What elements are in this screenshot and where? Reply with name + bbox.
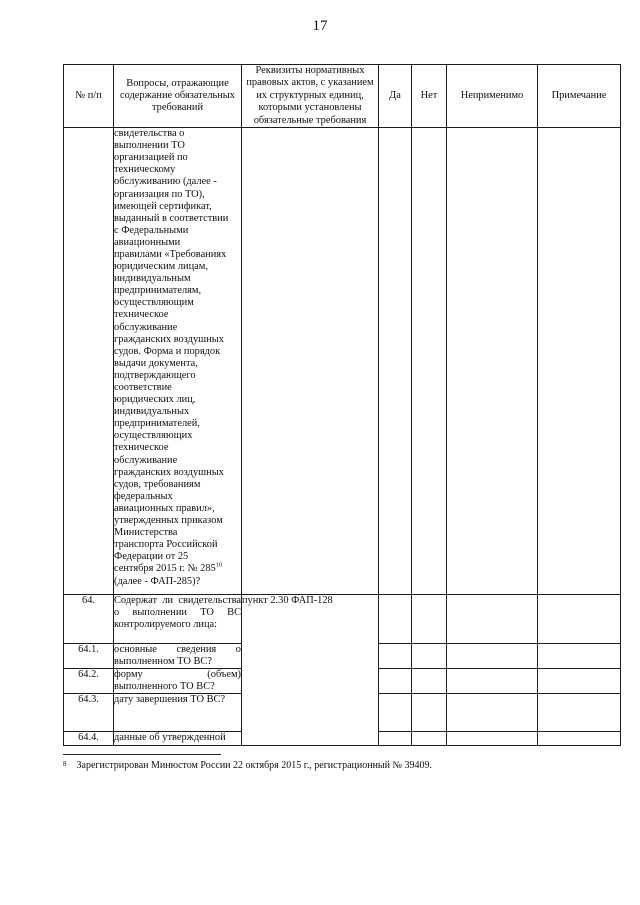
cell-num: 64. (64, 595, 114, 644)
cell-requisites: пункт 2.30 ФАП-128 (242, 595, 379, 746)
continuation-line: авиационных правил», (114, 502, 215, 514)
cell-question: данные об утвержденной (114, 732, 242, 746)
cell-num: 64.3. (64, 694, 114, 732)
continuation-line: Министерства (114, 527, 178, 539)
cell-question-continuation (114, 128, 242, 595)
continuation-line: (далее - ФАП-285)? (114, 575, 201, 587)
cell-question: дату завершения ТО ВС? (114, 694, 242, 732)
continuation-line: гражданских воздушных (114, 333, 224, 345)
cell-note[interactable] (538, 128, 621, 595)
cell-no[interactable] (412, 128, 447, 595)
cell-not-applicable[interactable] (447, 694, 538, 732)
continuation-line: выдачи документа, (114, 357, 198, 369)
continuation-line: соответствие (114, 382, 172, 393)
cell-not-applicable[interactable] (447, 595, 538, 644)
continuation-line: предпринимателям, (114, 285, 202, 297)
continuation-line: с Федеральными (114, 224, 189, 236)
continuation-line: осуществляющим (114, 297, 194, 309)
cell-no[interactable] (412, 595, 447, 644)
continuation-line: обслуживание (114, 454, 178, 466)
header-not-applicable: Неприменимо (447, 65, 538, 128)
cell-yes[interactable] (379, 732, 412, 746)
cell-note[interactable] (538, 669, 621, 694)
header-num: № п/п (64, 65, 114, 128)
header-yes: Да (379, 65, 412, 128)
continuation-line: техническому (114, 164, 176, 176)
continuation-line: юридических лиц, (114, 394, 196, 406)
cell-num: 64.1. (64, 644, 114, 669)
header-requisites: Реквизиты нормативных правовых актов, с указанием их структурных единиц, которыми установлены обязательные требования (242, 65, 379, 128)
cell-question: форму (объем) выполненного ТО ВС? (114, 669, 241, 693)
continuation-line: транспорта Российской (114, 539, 218, 551)
continuation-line: индивидуальных (114, 406, 190, 418)
continuation-line (114, 563, 241, 575)
cell-num: 64.4. (64, 732, 114, 746)
continuation-line: юридическим лицам, (114, 261, 208, 273)
header-question: Вопросы, отражающие содержание обязательных требований (114, 65, 242, 128)
cell-note[interactable] (538, 732, 621, 746)
continuation-line: судов. Форма и порядок (114, 345, 221, 357)
cell-num: 64.2. (64, 669, 114, 694)
continuation-line: имеющей сертификат, (114, 200, 212, 212)
continuation-line: организацией по (114, 152, 188, 164)
continuation-line: авиационными (114, 236, 181, 248)
continuation-line: предпринимателей, (114, 418, 200, 430)
continuation-line: техническое (114, 442, 169, 454)
continuation-line: подтверждающего (114, 369, 196, 381)
table-row (64, 595, 621, 644)
footnote-ref: 10 (215, 561, 223, 569)
continuation-line: гражданских воздушных (114, 466, 224, 478)
continuation-line: выданный в соответствии (114, 212, 229, 224)
cell-note[interactable] (538, 595, 621, 644)
continuation-line: утвержденных приказом (114, 515, 223, 527)
continuation-line: обслуживание (114, 321, 178, 333)
requirements-table (63, 64, 621, 746)
footnote-mark: 8 (63, 760, 67, 768)
continuation-text: сентября 2015 г. № 285 (114, 563, 216, 575)
continuation-line: индивидуальным (114, 273, 191, 285)
cell-not-applicable[interactable] (447, 128, 538, 595)
continuation-line: выполнении ТО (114, 140, 185, 152)
continuation-line: техническое (114, 309, 169, 321)
footnote-text: Зарегистрирован Минюстом России 22 октября 2015 г., регистрационный № 39409. (76, 760, 433, 771)
cell-note[interactable] (538, 694, 621, 732)
cell-no[interactable] (412, 732, 447, 746)
footnote-divider (63, 754, 221, 755)
cell-not-applicable[interactable] (447, 644, 538, 669)
cell-no[interactable] (412, 644, 447, 669)
continuation-line: судов, требованиям (114, 478, 201, 490)
continuation-line: Федерации от 25 (114, 551, 189, 563)
continuation-line: обслуживанию (далее - (114, 176, 217, 188)
cell-no[interactable] (412, 669, 447, 694)
table-header-row (64, 65, 621, 128)
continuation-line: осуществляющих (114, 430, 193, 442)
cell-yes[interactable] (379, 128, 412, 595)
cell-not-applicable[interactable] (447, 669, 538, 694)
continuation-line: федеральных (114, 490, 173, 502)
footnote (63, 760, 432, 771)
continuation-line: правилами «Требованиях (114, 248, 227, 260)
cell-no[interactable] (412, 694, 447, 732)
cell-yes[interactable] (379, 694, 412, 732)
cell-note[interactable] (538, 644, 621, 669)
cell-question: Содержат ли свидетельства о выполнении ТО ВС контролируемого лица: (114, 595, 242, 644)
continuation-line: организация по ТО), (114, 188, 205, 200)
cell-requisites-empty (242, 128, 379, 595)
continuation-lines (114, 128, 241, 563)
header-note: Примечание (538, 65, 621, 128)
cell-yes[interactable] (379, 644, 412, 669)
cell-question: основные сведения о выполненном ТО ВС? (114, 644, 241, 668)
cell-yes[interactable] (379, 595, 412, 644)
cell-not-applicable[interactable] (447, 732, 538, 746)
page-number: 17 (312, 18, 328, 34)
header-no: Нет (412, 65, 447, 128)
table-row-continuation (64, 128, 621, 595)
cell-num-empty (64, 128, 114, 595)
cell-yes[interactable] (379, 669, 412, 694)
continuation-line: свидетельства о (114, 128, 185, 140)
